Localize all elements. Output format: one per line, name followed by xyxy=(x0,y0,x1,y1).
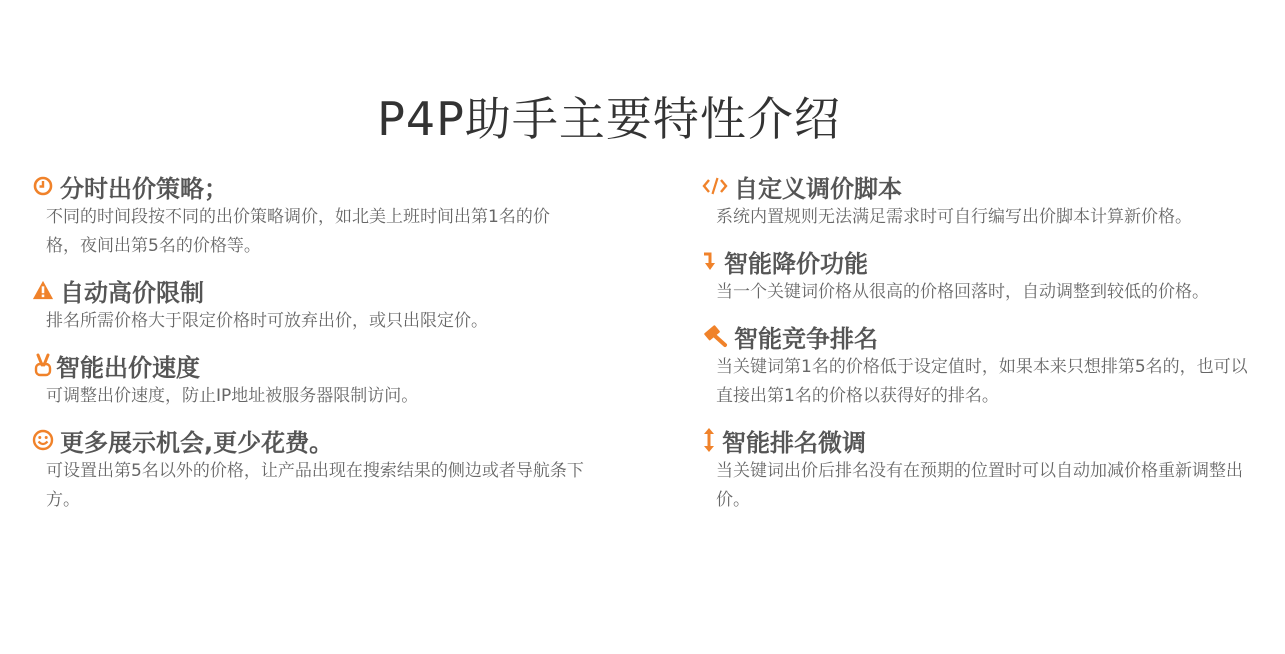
victory-hand-icon xyxy=(32,354,54,376)
gavel-icon xyxy=(702,325,728,347)
smile-icon xyxy=(32,429,54,451)
feature-description: 系统内置规则无法满足需求时可自行编写出价脚本计算新价格。 xyxy=(716,207,1192,227)
feature-title: 智能排名微调 xyxy=(722,428,866,457)
feature-custom-script xyxy=(702,170,1272,232)
clock-icon xyxy=(32,175,54,197)
feature-title: 自定义调价脚本 xyxy=(734,174,902,203)
feature-description: 当关键词出价后排名没有在预期的位置时可以自动加减价格重新调整出价。 xyxy=(716,461,1243,510)
feature-description: 不同的时间段按不同的出价策略调价，如北美上班时间出第1名的价格，夜间出第5名的价格等。 xyxy=(46,207,550,256)
feature-description: 可调整出价速度，防止IP地址被服务器限制访问。 xyxy=(46,386,419,406)
left-feature-column xyxy=(32,170,592,515)
feature-title: 分时出价策略； xyxy=(60,174,228,203)
feature-title: 自动高价限制 xyxy=(60,278,204,307)
feature-rank-fine-tune xyxy=(702,424,1272,515)
feature-title: 智能降价功能 xyxy=(724,249,868,278)
page-title: P4P助手主要特性介绍 xyxy=(377,91,841,146)
feature-high-price-limit xyxy=(32,274,592,336)
vertical-arrows-icon xyxy=(702,429,716,451)
level-down-icon xyxy=(702,250,718,272)
feature-time-bidding xyxy=(32,170,592,261)
feature-more-exposure xyxy=(32,424,592,515)
feature-bid-speed xyxy=(32,349,592,411)
feature-title: 智能竞争排名 xyxy=(734,324,878,353)
feature-title: 智能出价速度 xyxy=(56,353,200,382)
feature-description: 可设置出第5名以外的价格，让产品出现在搜索结果的侧边或者导航条下方。 xyxy=(46,461,584,510)
warning-icon xyxy=(32,279,54,301)
feature-description: 当一个关键词价格从很高的价格回落时，自动调整到较低的价格。 xyxy=(716,282,1209,302)
feature-title: 更多展示机会,更少花费。 xyxy=(60,428,334,457)
feature-description: 排名所需价格大于限定价格时可放弃出价，或只出限定价。 xyxy=(46,311,488,331)
feature-smart-price-drop xyxy=(702,245,1272,307)
right-feature-column xyxy=(702,170,1272,515)
code-icon xyxy=(702,175,728,197)
feature-description: 当关键词第1名的价格低于设定值时，如果本来只想排第5名的，也可以直接出第1名的价格以获得好的排名。 xyxy=(716,357,1248,406)
feature-competitive-ranking xyxy=(702,320,1272,411)
